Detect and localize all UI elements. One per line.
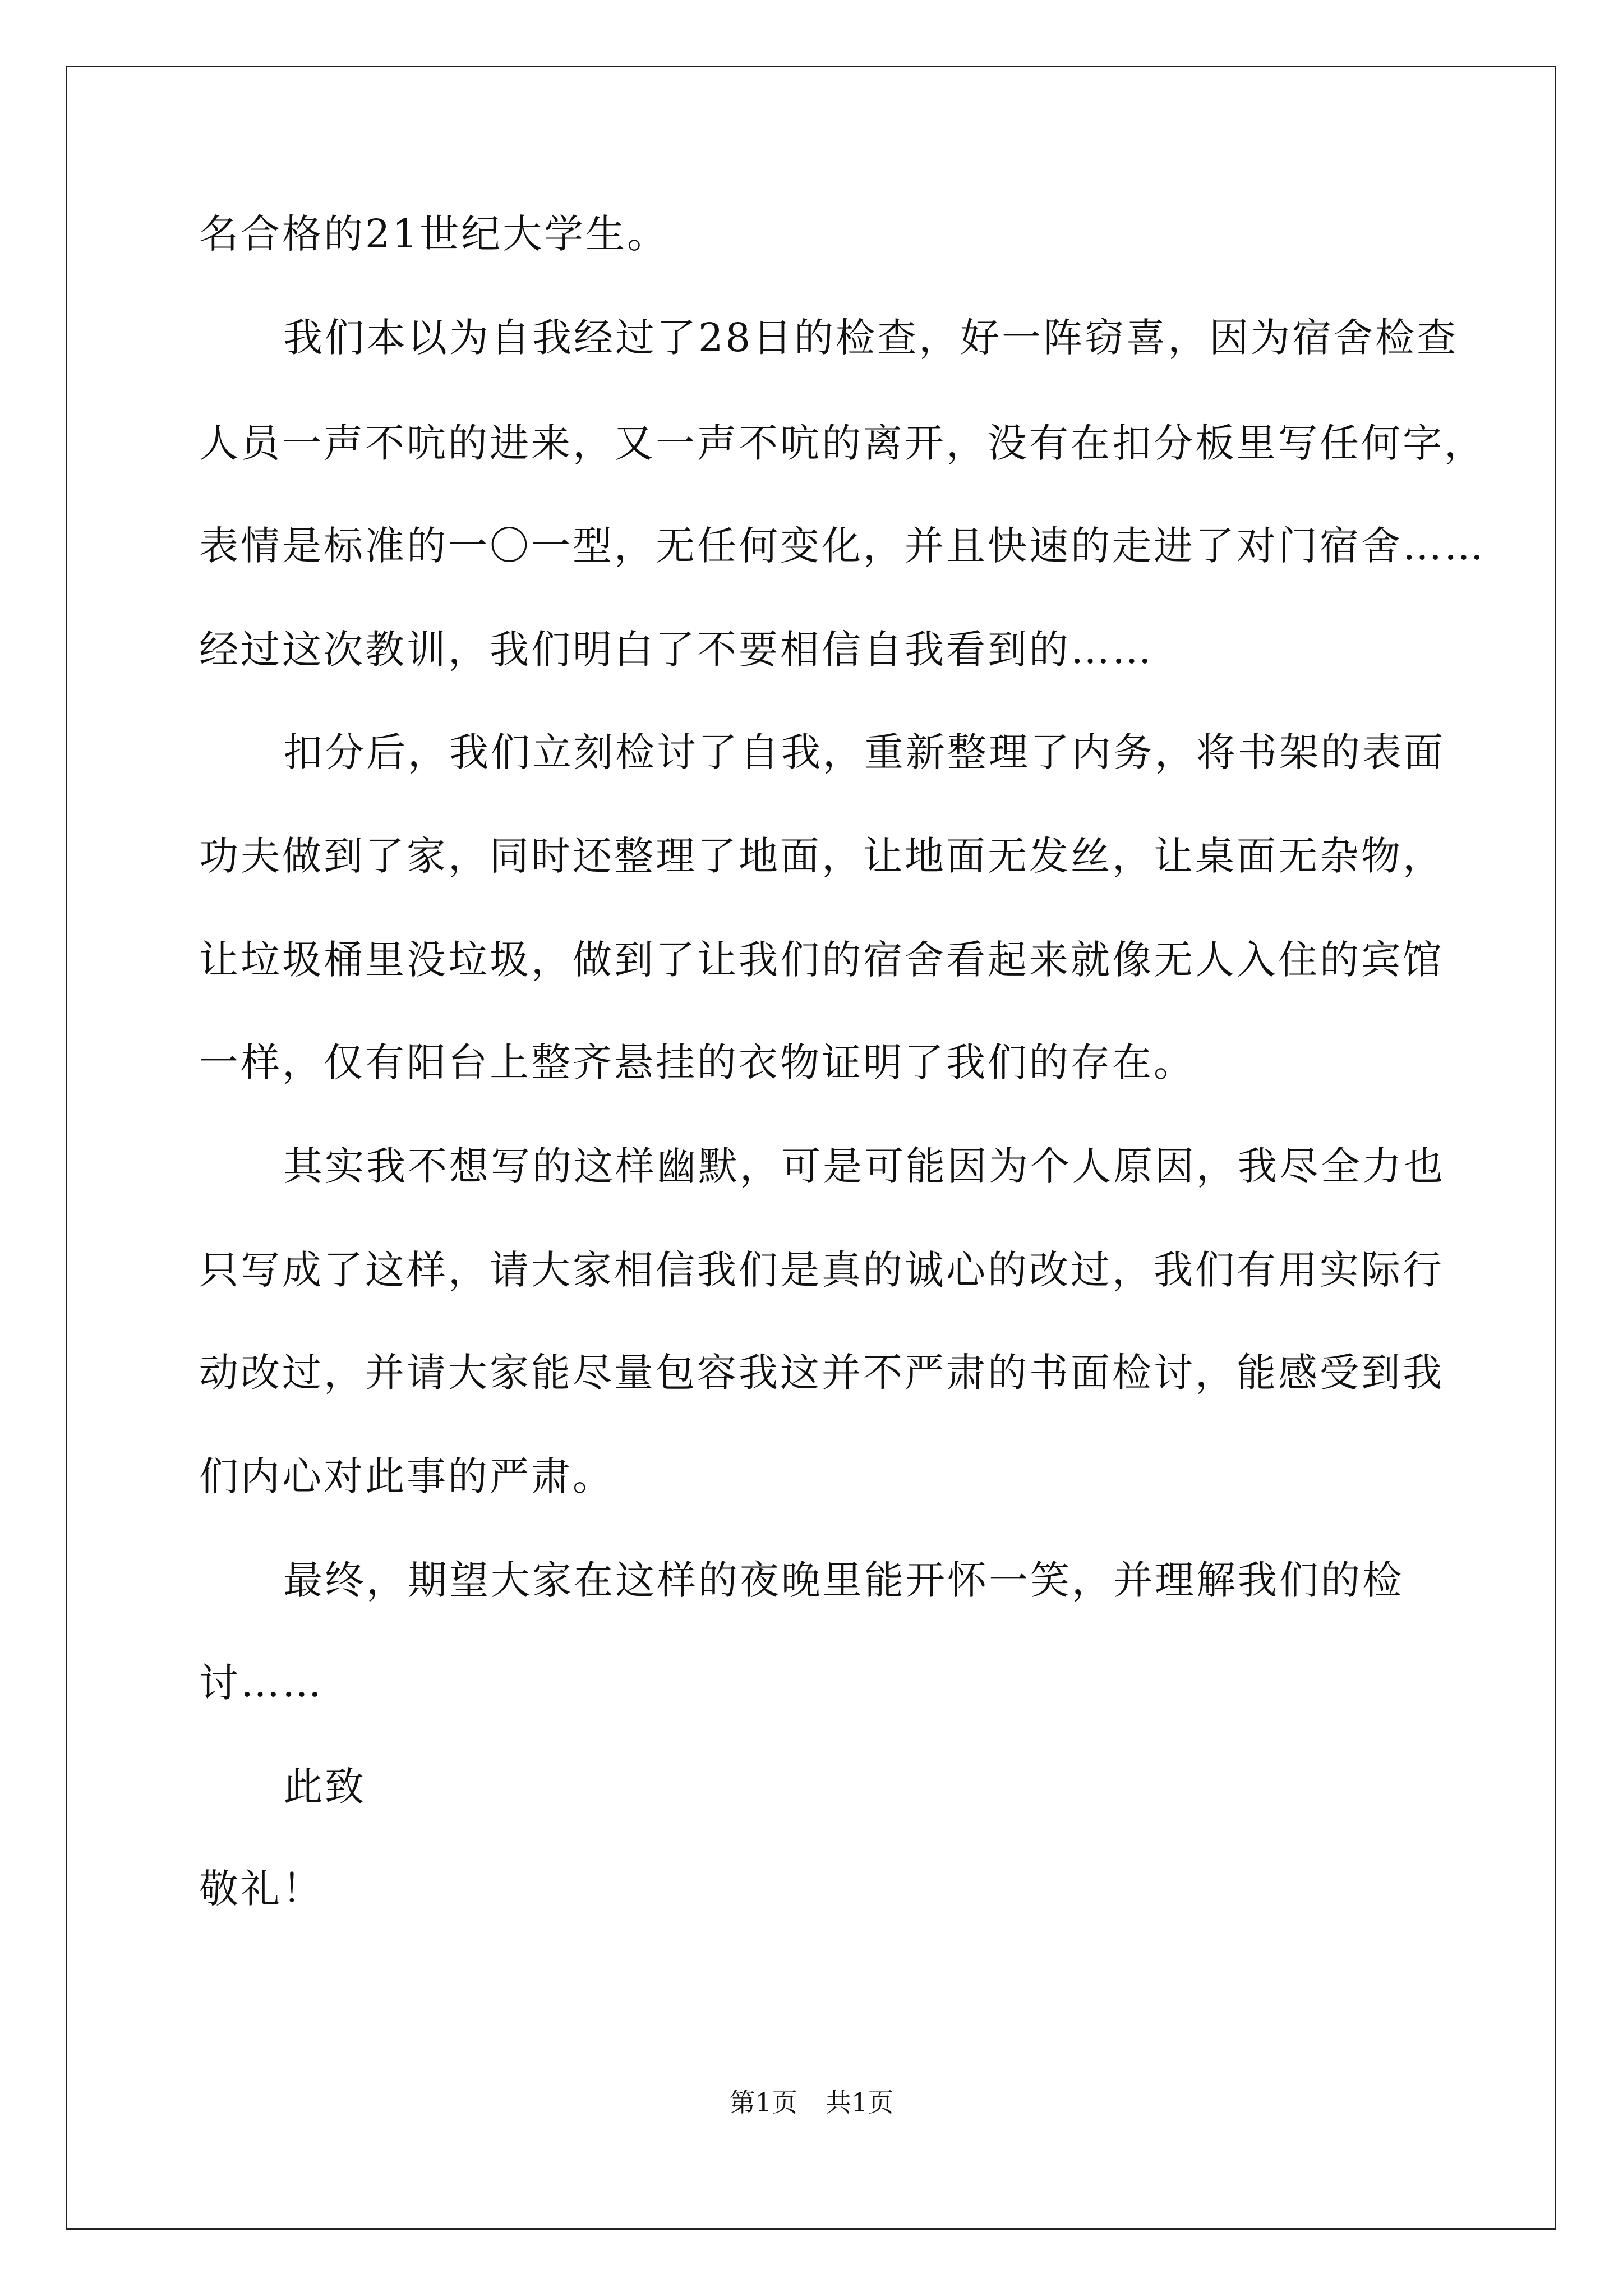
paragraph-start-line: 其实我不想写的这样幽默，可是可能因为个人原因，我尽全力也 — [283, 1143, 1445, 1189]
text-line: 表情是标准的一〇一型，无任何变化，并且快速的走进了对门宿舍…… — [199, 523, 1486, 569]
text-line: 经过这次教训，我们明白了不要相信自我看到的…… — [199, 627, 1154, 673]
paragraph-start-line: 扣分后，我们立刻检讨了自我，重新整理了内务，将书架的表面 — [283, 729, 1445, 775]
text-line: 人员一声不吭的进来，又一声不吭的离开，没有在扣分板里写任何字， — [199, 420, 1486, 466]
closing-salutation: 此致 — [283, 1764, 366, 1810]
text-line: 们内心对此事的严肃。 — [199, 1453, 614, 1499]
text-line: 功夫做到了家，同时还整理了地面，让地面无发丝，让桌面无杂物， — [199, 833, 1444, 879]
paragraph-start-line: 最终，期望大家在这样的夜晚里能开怀一笑，并理解我们的检 — [283, 1557, 1404, 1603]
closing-regards: 敬礼！ — [199, 1866, 324, 1912]
text-line: 一样，仅有阳台上整齐悬挂的衣物证明了我们的存在。 — [199, 1039, 1195, 1085]
text-line: 名合格的21世纪大学生。 — [199, 211, 669, 257]
paragraph-start-line: 我们本以为自我经过了28日的检查，好一阵窃喜，因为宿舍检查 — [283, 315, 1459, 361]
page-total: 共1页 — [826, 2087, 894, 2118]
text-line: 让垃圾桶里没垃圾，做到了让我们的宿舍看起来就像无人入住的宾馆 — [199, 937, 1444, 983]
page-number: 第1页 — [729, 2087, 797, 2118]
text-line: 只写成了这样，请大家相信我们是真的诚心的改过，我们有用实际行 — [199, 1247, 1444, 1293]
page-footer — [0, 2086, 1623, 2119]
text-line: 讨…… — [199, 1660, 324, 1706]
text-line: 动改过，并请大家能尽量包容我这并不严肃的书面检讨，能感受到我 — [199, 1350, 1444, 1396]
